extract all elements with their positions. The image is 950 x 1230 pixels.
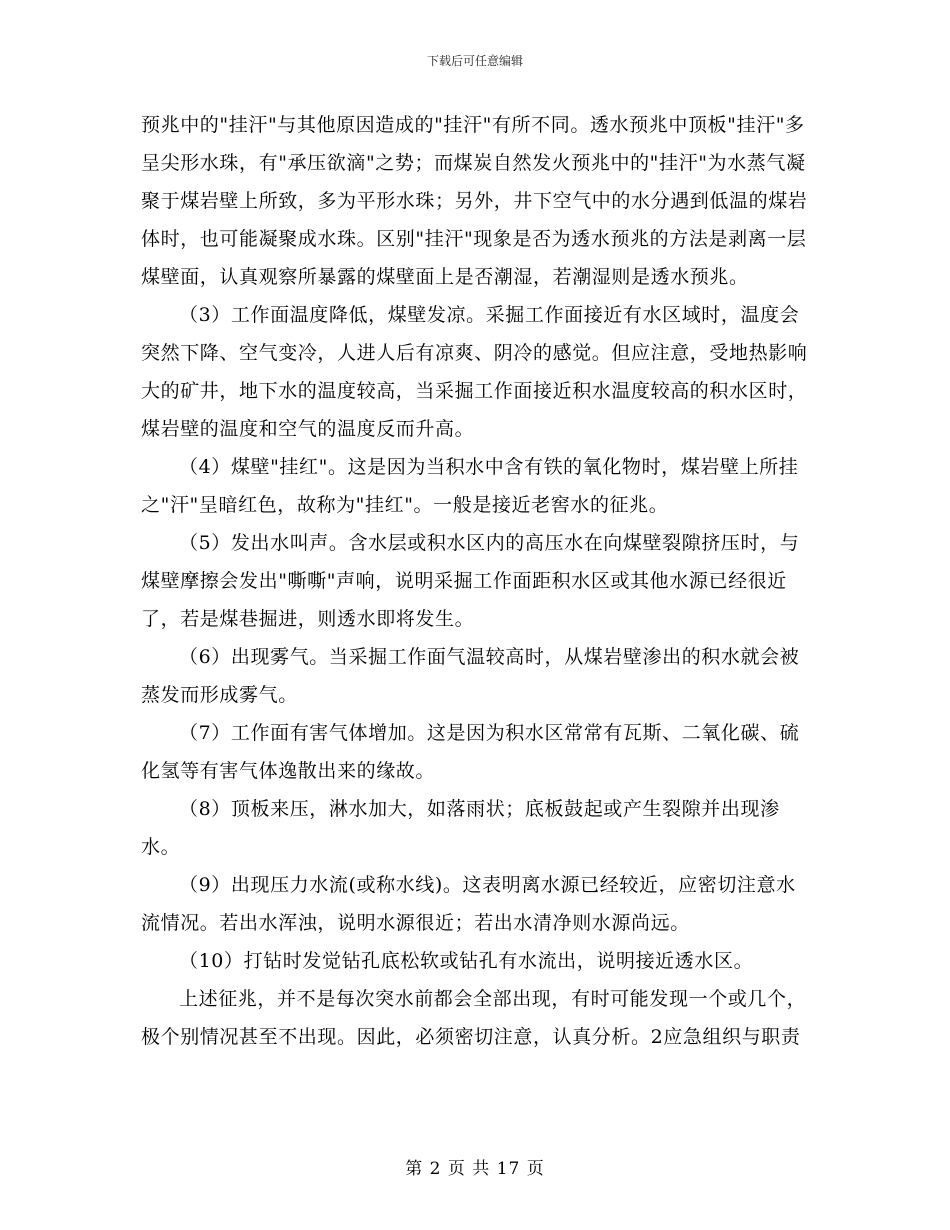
- paragraph-item-9: （9）出现压力水流(或称水线)。这表明离水源已经较近，应密切注意水流情况。若出水浑浊，说明水源很近；若出水清净则水源尚远。: [141, 874, 796, 934]
- paragraph-item-8: （8）顶板来压，淋水加大，如落雨状；底板鼓起或产生裂隙并出现渗水。: [141, 798, 780, 858]
- paragraph-continuation: 预兆中的"挂汗"与其他原因造成的"挂汗"有所不同。透水预兆中顶板"挂汗"多呈尖形水珠，有"承压欲滴"之势；而煤炭自然发火预兆中的"挂汗"为水蒸气凝聚于煤岩壁上所致，多为平形水珠；另外，井下空气中的水分遇到低温的煤岩体时，也可能凝聚成水珠。区别"挂汗"现象是否为透水预兆的方法是剥离一层煤壁面，认真观察所暴露的煤壁面上是否潮湿，若潮湿则是透水预兆。: [141, 114, 808, 288]
- paragraph-item-4: （4）煤壁"挂红"。这是因为当积水中含有铁的氧化物时，煤岩壁上所挂之"汗"呈暗红色，故称为"挂红"。一般是接近老窖水的征兆。: [141, 456, 799, 516]
- paragraph-item-10: （10）打钻时发觉钻孔底松软或钻孔有水流出，说明接近透水区。: [179, 950, 754, 972]
- paragraph-item-5: （5）发出水叫声。含水层或积水区内的高压水在向煤壁裂隙挤压时，与煤壁摩擦会发出"嘶嘶"声响，说明采掘工作面距积水区或其他水源已经很近了，若是煤巷掘进，则透水即将发生。: [141, 532, 800, 630]
- paragraph-summary: 上述征兆，并不是每次突水前都会全部出现，有时可能发现一个或几个，极个别情况甚至不出现。因此，必须密切注意，认真分析。2应急组织与职责: [141, 988, 807, 1048]
- paragraph-item-3: （3）工作面温度降低，煤壁发凉。采掘工作面接近有水区域时，温度会突然下降、空气变冷，人进人后有凉爽、阴冷的感觉。但应注意，受地热影响大的矿井，地下水的温度较高，当采掘工作面接近积水温度较高的积水区时，煤岩壁的温度和空气的温度反而升高。: [141, 304, 808, 440]
- paragraph-item-7: （7）工作面有害气体增加。这是因为积水区常常有瓦斯、二氧化碳、硫化氢等有害气体逸散出来的缘故。: [141, 722, 800, 782]
- page-footer: 第 2 页 共 17 页: [405, 1159, 545, 1179]
- page-header: 下载后可任意编辑: [426, 54, 523, 68]
- paragraph-item-6: （6）出现雾气。当采掘工作面气温较高时，从煤岩壁渗出的积水就会被蒸发而形成雾气。: [141, 646, 800, 706]
- document-body: [141, 106, 813, 1056]
